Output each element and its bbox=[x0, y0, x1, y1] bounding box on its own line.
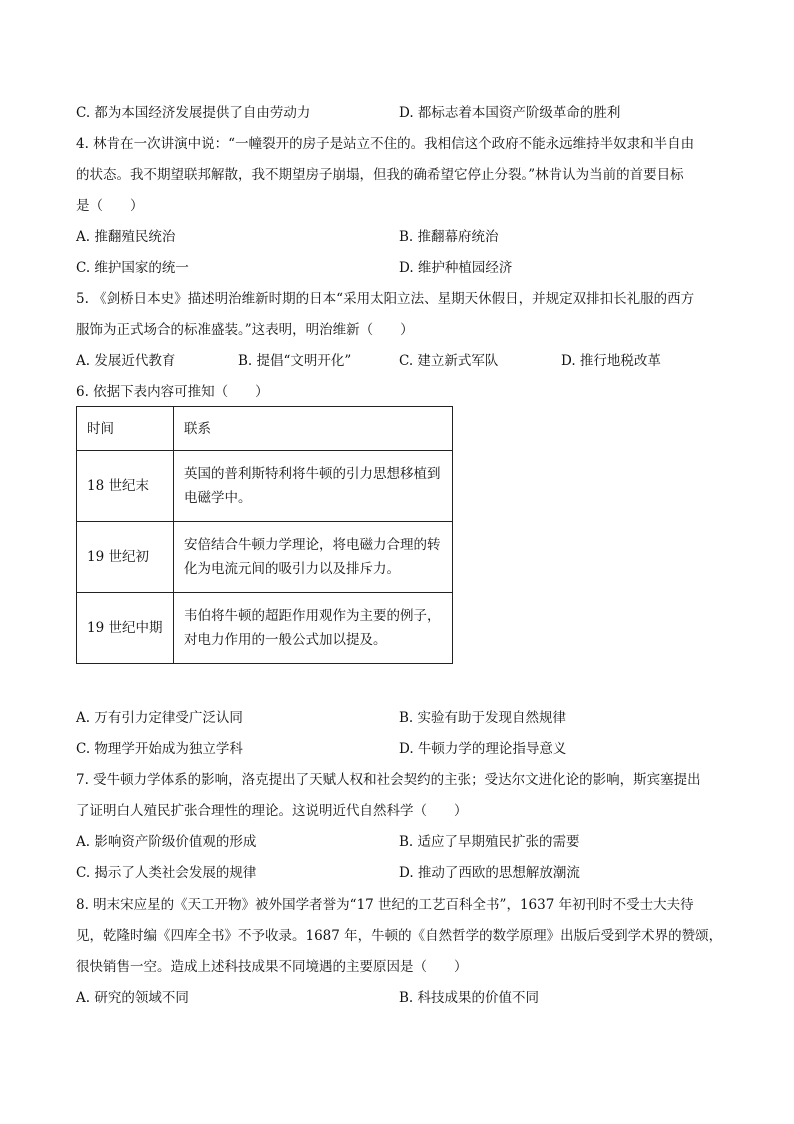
q6-row-1-desc-line-1: 英国的普利斯特利将牛顿的引力思想移植到 bbox=[184, 466, 441, 482]
table-row bbox=[77, 451, 453, 522]
q4-option-a: A. 推翻殖民统治 bbox=[76, 229, 176, 245]
q4-option-d: D. 维护种植园经济 bbox=[399, 260, 513, 276]
q6-header-time: 时间 bbox=[77, 407, 174, 451]
q5-stem-line-2: 服饰为正式场合的标准盛装。”这表明，明治维新（ ） bbox=[76, 322, 414, 338]
q3-option-d: D. 都标志着本国资产阶级革命的胜利 bbox=[399, 105, 621, 121]
q4-stem-line-3: 是（ ） bbox=[76, 198, 144, 214]
q6-row-1-desc bbox=[174, 451, 453, 522]
q8-stem-line-1: 8. 明末宋应星的《天工开物》被外国学者誉为“17 世纪的工艺百科全书”，1637 年初刊时不受士大夫待 bbox=[76, 897, 694, 913]
q8-option-b: B. 科技成果的价值不同 bbox=[399, 990, 540, 1006]
table-row bbox=[77, 522, 453, 593]
q4-stem-line-2: 的状态。我不期望联邦解散，我不期望房子崩塌，但我的确希望它停止分裂。”林肯认为当前的首要目标 bbox=[76, 167, 684, 183]
q6-row-2-time: 19 世纪初 bbox=[77, 522, 174, 593]
q4-option-c: C. 维护国家的统一 bbox=[76, 260, 189, 276]
q5-option-a: A. 发展近代教育 bbox=[76, 353, 176, 369]
q5-stem-line-1: 5. 《剑桥日本史》描述明治维新时期的日本“采用太阳立法、星期天休假日，并规定双排扣长礼服的西方 bbox=[76, 291, 695, 307]
q6-stem: 6. 依据下表内容可推知（ ） bbox=[76, 384, 269, 400]
q6-option-a: A. 万有引力定律受广泛认同 bbox=[76, 710, 243, 726]
q8-stem-line-2: 见，乾隆时编《四库全书》不予收录。1687 年，牛顿的《自然哲学的数学原理》出版后受到学术界的赞颂， bbox=[76, 928, 723, 944]
q7-option-b: B. 适应了早期殖民扩张的需要 bbox=[399, 834, 580, 850]
q7-option-a: A. 影响资产阶级价值观的形成 bbox=[76, 834, 257, 850]
q8-option-a: A. 研究的领域不同 bbox=[76, 990, 189, 1006]
q7-option-d: D. 推动了西欧的思想解放潮流 bbox=[399, 865, 580, 881]
q6-option-b: B. 实验有助于发现自然规律 bbox=[399, 710, 567, 726]
q6-table bbox=[76, 406, 453, 664]
q5-option-b: B. 提倡“文明开化” bbox=[238, 353, 352, 369]
q6-row-3-desc bbox=[174, 593, 453, 664]
q7-stem-line-1: 7. 受牛顿力学体系的影响，洛克提出了天赋人权和社会契约的主张；受达尔文进化论的影响，斯宾塞提出 bbox=[76, 772, 701, 788]
q4-stem-line-1: 4. 林肯在一次讲演中说：“一幢裂开的房子是站立不住的。我相信这个政府不能永远维持半奴隶和半自由 bbox=[76, 136, 695, 152]
q6-row-2-desc bbox=[174, 522, 453, 593]
q3-option-c: C. 都为本国经济发展提供了自由劳动力 bbox=[76, 105, 311, 121]
q6-row-1-time: 18 世纪末 bbox=[77, 451, 174, 522]
q6-option-d: D. 牛顿力学的理论指导意义 bbox=[399, 741, 567, 757]
table-row bbox=[77, 593, 453, 664]
q5-option-c: C. 建立新式军队 bbox=[399, 353, 499, 369]
q6-row-2-desc-line-2: 化为电流元间的吸引力以及排斥力。 bbox=[184, 561, 400, 577]
q6-option-c: C. 物理学开始成为独立学科 bbox=[76, 741, 243, 757]
q6-row-3-time: 19 世纪中期 bbox=[77, 593, 174, 664]
q4-option-b: B. 推翻幕府统治 bbox=[399, 229, 499, 245]
q6-row-2-desc-line-1: 安倍结合牛顿力学理论，将电磁力合理的转 bbox=[184, 537, 441, 553]
q8-stem-line-3: 很快销售一空。造成上述科技成果不同境遇的主要原因是（ ） bbox=[76, 959, 468, 975]
q6-table-header-row bbox=[77, 407, 453, 451]
q6-row-3-desc-line-1: 韦伯将牛顿的超距作用观作为主要的例子， bbox=[184, 608, 441, 624]
q5-option-d: D. 推行地税改革 bbox=[561, 353, 661, 369]
q6-header-relation: 联系 bbox=[174, 407, 453, 451]
q7-stem-line-2: 了证明白人殖民扩张合理性的理论。这说明近代自然科学（ ） bbox=[76, 803, 468, 819]
q6-row-3-desc-line-2: 对电力作用的一般公式加以提及。 bbox=[184, 632, 387, 648]
q7-option-c: C. 揭示了人类社会发展的规律 bbox=[76, 865, 257, 881]
q6-row-1-desc-line-2: 电磁学中。 bbox=[184, 490, 252, 506]
